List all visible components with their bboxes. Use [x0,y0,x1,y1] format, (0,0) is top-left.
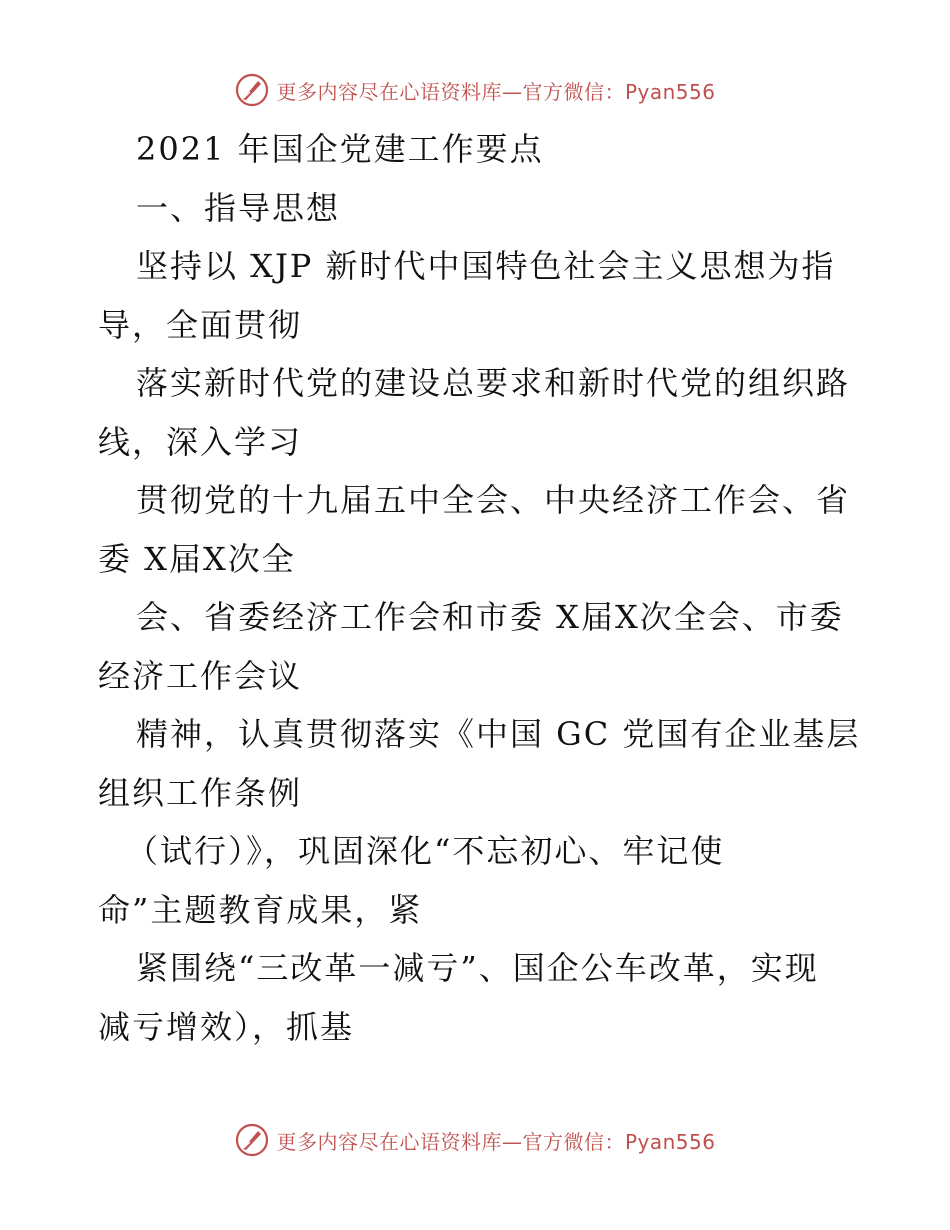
document-body [98,120,861,1056]
paragraph-line: （试行）》，巩固深化“不忘初心、牢记使 [126,832,725,870]
footer-watermark [0,1118,950,1162]
paragraph-line: 线，深入学习 [98,422,303,461]
watermark-text: 更多内容尽在心语资料库—官方微信：Pyan556 [276,79,716,104]
paragraph-line: 导，全面贯彻 [98,305,303,344]
paragraph-line: 贯彻党的十九届五中全会、中央经济工作会、省 [136,481,851,519]
quill-logo-icon [234,72,270,108]
paragraph-line: 组织工作条例 [98,773,303,812]
document-title: 2021 年国企党建工作要点 [136,130,544,168]
section-heading: 一、指导思想 [136,188,341,227]
paragraph-line: 经济工作会议 [98,656,303,695]
header-watermark [0,68,950,112]
paragraph-line: 紧围绕“三改革一减亏”、国企公车改革，实现 [136,949,819,987]
quill-logo-icon [234,1122,270,1158]
paragraph-line: 会、省委经济工作会和市委 X届X次全会、市委 [136,598,844,636]
watermark-text: 更多内容尽在心语资料库—官方微信：Pyan556 [276,1129,716,1154]
paragraph-line: 坚持以 XJP 新时代中国特色社会主义思想为指 [136,247,836,285]
paragraph-line: 减亏增效），抓基 [98,1007,355,1046]
paragraph-line: 委 X届X次全 [98,539,296,578]
paragraph-line: 精神，认真贯彻落实《中国 GC 党国有企业基层 [136,715,861,753]
paragraph-line: 落实新时代党的建设总要求和新时代党的组织路 [136,364,851,402]
paragraph-line: 命”主题教育成果，紧 [98,890,423,929]
